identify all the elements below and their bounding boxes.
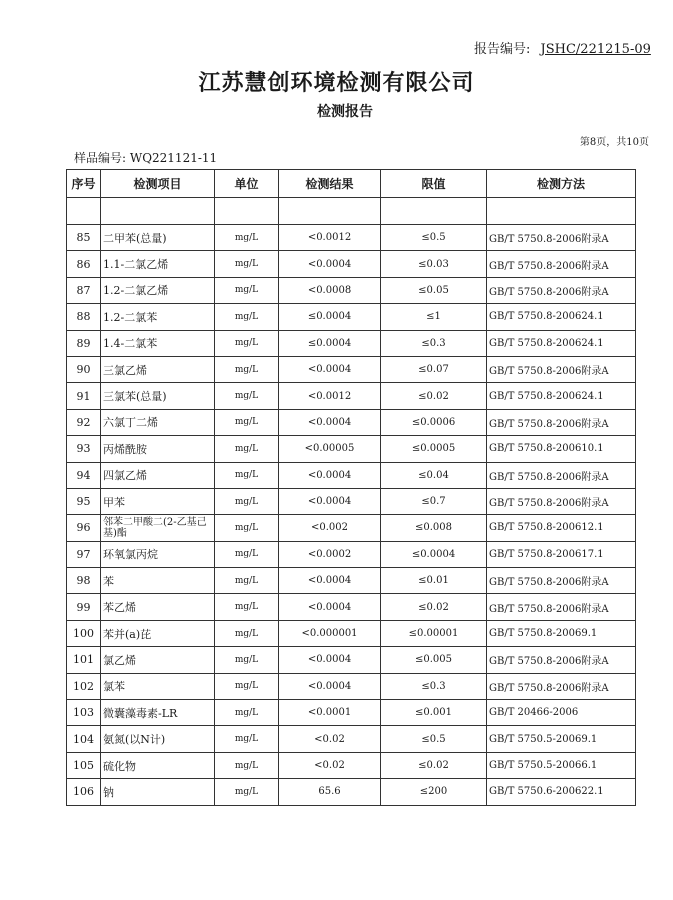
table-row xyxy=(67,779,636,805)
cell-unit: mg/L xyxy=(215,700,279,726)
cell-unit: mg/L xyxy=(215,594,279,620)
cell-no: 102 xyxy=(67,673,101,699)
table-row xyxy=(67,541,636,567)
page-info: 第8页，共10页 xyxy=(579,137,649,148)
cell-result: <0.02 xyxy=(279,752,381,778)
cell-item: 丙烯酰胺 xyxy=(101,436,215,462)
cell-item: 1.2-二氯苯 xyxy=(101,304,215,330)
cell-method: GB/T 5750.8-2006附录A xyxy=(487,673,636,699)
table-row xyxy=(67,568,636,594)
cell-no: 95 xyxy=(67,488,101,514)
cell-item: 三氯苯(总量) xyxy=(101,383,215,409)
cell-method: GB/T 5750.8-200612.1 xyxy=(487,515,636,541)
table-row xyxy=(67,356,636,382)
cell-limit: ≤0.05 xyxy=(381,277,487,303)
results-table xyxy=(66,169,636,806)
cell-result: <0.0004 xyxy=(279,673,381,699)
cell-method: GB/T 5750.8-2006附录A xyxy=(487,568,636,594)
cell-limit: ≤0.0005 xyxy=(381,436,487,462)
cell-unit: mg/L xyxy=(215,304,279,330)
cell-limit: ≤0.0006 xyxy=(381,409,487,435)
table-row xyxy=(67,700,636,726)
cell-result: <0.0004 xyxy=(279,488,381,514)
cell-unit: mg/L xyxy=(215,277,279,303)
cell-unit: mg/L xyxy=(215,330,279,356)
cell-unit: mg/L xyxy=(215,779,279,805)
report-number-label: 报告编号: xyxy=(474,42,531,57)
table-row xyxy=(67,647,636,673)
cell-method: GB/T 5750.8-200617.1 xyxy=(487,541,636,567)
report-number-value: JSHC/221215-09 xyxy=(540,42,651,57)
cell-unit: mg/L xyxy=(215,515,279,541)
column-header-item: 检测项目 xyxy=(101,170,215,198)
cell-limit: ≤0.03 xyxy=(381,251,487,277)
cell-result: <0.0004 xyxy=(279,409,381,435)
table-row xyxy=(67,383,636,409)
cell-method: GB/T 5750.8-200610.1 xyxy=(487,436,636,462)
cell-method: GB/T 5750.8-2006附录A xyxy=(487,488,636,514)
cell-result: <0.0004 xyxy=(279,356,381,382)
cell-method: GB/T 5750.5-20066.1 xyxy=(487,752,636,778)
cell-no: 92 xyxy=(67,409,101,435)
sample-number: 样品编号: WQ221121-11 xyxy=(74,151,218,165)
cell-limit: ≤0.0004 xyxy=(381,541,487,567)
cell-no: 86 xyxy=(67,251,101,277)
cell-no: 101 xyxy=(67,647,101,673)
cell-limit: ≤0.3 xyxy=(381,673,487,699)
cell-unit: mg/L xyxy=(215,251,279,277)
cell-limit: ≤0.005 xyxy=(381,647,487,673)
table-header-row xyxy=(67,170,636,198)
table-row xyxy=(67,594,636,620)
cell-method: GB/T 20466-2006 xyxy=(487,700,636,726)
cell-no: 103 xyxy=(67,700,101,726)
cell-method: GB/T 5750.8-2006附录A xyxy=(487,594,636,620)
table-row xyxy=(67,330,636,356)
cell-method: GB/T 5750.5-20069.1 xyxy=(487,726,636,752)
cell-unit: mg/L xyxy=(215,726,279,752)
cell-item: 1.2-二氯乙烯 xyxy=(101,277,215,303)
table-row xyxy=(67,515,636,541)
cell-limit: ≤0.04 xyxy=(381,462,487,488)
cell-limit: ≤0.02 xyxy=(381,752,487,778)
cell-limit: ≤0.07 xyxy=(381,356,487,382)
cell-method: GB/T 5750.8-2006附录A xyxy=(487,251,636,277)
cell-limit: ≤0.001 xyxy=(381,700,487,726)
cell-limit: ≤0.00001 xyxy=(381,620,487,646)
cell-unit: mg/L xyxy=(215,647,279,673)
table-row xyxy=(67,752,636,778)
report-number xyxy=(474,38,651,57)
cell-result: ≤0.0004 xyxy=(279,304,381,330)
cell-method: GB/T 5750.8-2006附录A xyxy=(487,277,636,303)
table-row xyxy=(67,277,636,303)
cell-item: 二甲苯(总量) xyxy=(101,225,215,251)
cell-limit: ≤0.02 xyxy=(381,383,487,409)
cell-no: 100 xyxy=(67,620,101,646)
cell-unit: mg/L xyxy=(215,541,279,567)
cell-item: 苯 xyxy=(101,568,215,594)
cell-item: 微囊藻毒素-LR xyxy=(101,700,215,726)
cell-result: 65.6 xyxy=(279,779,381,805)
cell-result: <0.00005 xyxy=(279,436,381,462)
cell-method: GB/T 5750.8-200624.1 xyxy=(487,330,636,356)
cell-method: GB/T 5750.6-200622.1 xyxy=(487,779,636,805)
cell-unit: mg/L xyxy=(215,356,279,382)
column-header-unit: 单位 xyxy=(215,170,279,198)
cell-limit: ≤200 xyxy=(381,779,487,805)
table-spacer-row xyxy=(67,198,636,225)
cell-no: 106 xyxy=(67,779,101,805)
cell-limit: ≤0.008 xyxy=(381,515,487,541)
cell-method: GB/T 5750.8-2006附录A xyxy=(487,225,636,251)
cell-method: GB/T 5750.8-200624.1 xyxy=(487,304,636,330)
cell-item: 氯苯 xyxy=(101,673,215,699)
cell-limit: ≤0.3 xyxy=(381,330,487,356)
cell-limit: ≤0.01 xyxy=(381,568,487,594)
cell-unit: mg/L xyxy=(215,409,279,435)
cell-result: <0.0008 xyxy=(279,277,381,303)
cell-unit: mg/L xyxy=(215,752,279,778)
table-row xyxy=(67,436,636,462)
cell-unit: mg/L xyxy=(215,462,279,488)
table-row xyxy=(67,225,636,251)
cell-no: 87 xyxy=(67,277,101,303)
cell-no: 98 xyxy=(67,568,101,594)
cell-result: <0.0012 xyxy=(279,383,381,409)
column-header-no: 序号 xyxy=(67,170,101,198)
table-row xyxy=(67,673,636,699)
table-row xyxy=(67,462,636,488)
cell-item: 苯乙烯 xyxy=(101,594,215,620)
cell-result: <0.0001 xyxy=(279,700,381,726)
cell-limit: ≤1 xyxy=(381,304,487,330)
cell-unit: mg/L xyxy=(215,620,279,646)
table-row xyxy=(67,726,636,752)
table-row xyxy=(67,409,636,435)
cell-no: 94 xyxy=(67,462,101,488)
table-row xyxy=(67,620,636,646)
cell-item: 氨氮(以N计) xyxy=(101,726,215,752)
column-header-limit: 限值 xyxy=(381,170,487,198)
cell-result: <0.0002 xyxy=(279,541,381,567)
table-row xyxy=(67,488,636,514)
table-row xyxy=(67,304,636,330)
cell-method: GB/T 5750.8-200624.1 xyxy=(487,383,636,409)
company-name: 江苏慧创环境检测有限公司 xyxy=(198,71,475,96)
cell-item: 甲苯 xyxy=(101,488,215,514)
cell-limit: ≤0.02 xyxy=(381,594,487,620)
cell-no: 88 xyxy=(67,304,101,330)
cell-limit: ≤0.5 xyxy=(381,726,487,752)
cell-no: 105 xyxy=(67,752,101,778)
table-row xyxy=(67,251,636,277)
document-title: 检测报告 xyxy=(317,104,373,120)
cell-method: GB/T 5750.8-2006附录A xyxy=(487,409,636,435)
cell-no: 93 xyxy=(67,436,101,462)
cell-method: GB/T 5750.8-2006附录A xyxy=(487,647,636,673)
cell-item: 邻苯二甲酸二(2-乙基己基)酯 xyxy=(101,515,215,541)
cell-no: 91 xyxy=(67,383,101,409)
cell-item: 钠 xyxy=(101,779,215,805)
cell-method: GB/T 5750.8-2006附录A xyxy=(487,356,636,382)
cell-result: <0.002 xyxy=(279,515,381,541)
cell-item: 环氧氯丙烷 xyxy=(101,541,215,567)
cell-result: <0.0004 xyxy=(279,462,381,488)
cell-result: <0.0004 xyxy=(279,251,381,277)
cell-item: 四氯乙烯 xyxy=(101,462,215,488)
cell-no: 104 xyxy=(67,726,101,752)
cell-result: <0.0004 xyxy=(279,568,381,594)
cell-result: <0.0012 xyxy=(279,225,381,251)
cell-result: <0.0004 xyxy=(279,594,381,620)
cell-item: 1.1-二氯乙烯 xyxy=(101,251,215,277)
cell-result: <0.02 xyxy=(279,726,381,752)
cell-item: 苯并(a)芘 xyxy=(101,620,215,646)
cell-unit: mg/L xyxy=(215,225,279,251)
cell-method: GB/T 5750.8-2006附录A xyxy=(487,462,636,488)
cell-method: GB/T 5750.8-20069.1 xyxy=(487,620,636,646)
cell-limit: ≤0.7 xyxy=(381,488,487,514)
cell-no: 85 xyxy=(67,225,101,251)
cell-item: 1.4-二氯苯 xyxy=(101,330,215,356)
cell-no: 97 xyxy=(67,541,101,567)
cell-unit: mg/L xyxy=(215,488,279,514)
cell-result: <0.000001 xyxy=(279,620,381,646)
column-header-method: 检测方法 xyxy=(487,170,636,198)
cell-result: ≤0.0004 xyxy=(279,330,381,356)
cell-unit: mg/L xyxy=(215,436,279,462)
cell-no: 96 xyxy=(67,515,101,541)
cell-no: 99 xyxy=(67,594,101,620)
cell-result: <0.0004 xyxy=(279,647,381,673)
cell-limit: ≤0.5 xyxy=(381,225,487,251)
cell-unit: mg/L xyxy=(215,568,279,594)
cell-item: 硫化物 xyxy=(101,752,215,778)
cell-item: 三氯乙烯 xyxy=(101,356,215,382)
column-header-result: 检测结果 xyxy=(279,170,381,198)
cell-unit: mg/L xyxy=(215,383,279,409)
cell-unit: mg/L xyxy=(215,673,279,699)
cell-item: 氯乙烯 xyxy=(101,647,215,673)
cell-no: 89 xyxy=(67,330,101,356)
cell-item: 六氯丁二烯 xyxy=(101,409,215,435)
cell-no: 90 xyxy=(67,356,101,382)
